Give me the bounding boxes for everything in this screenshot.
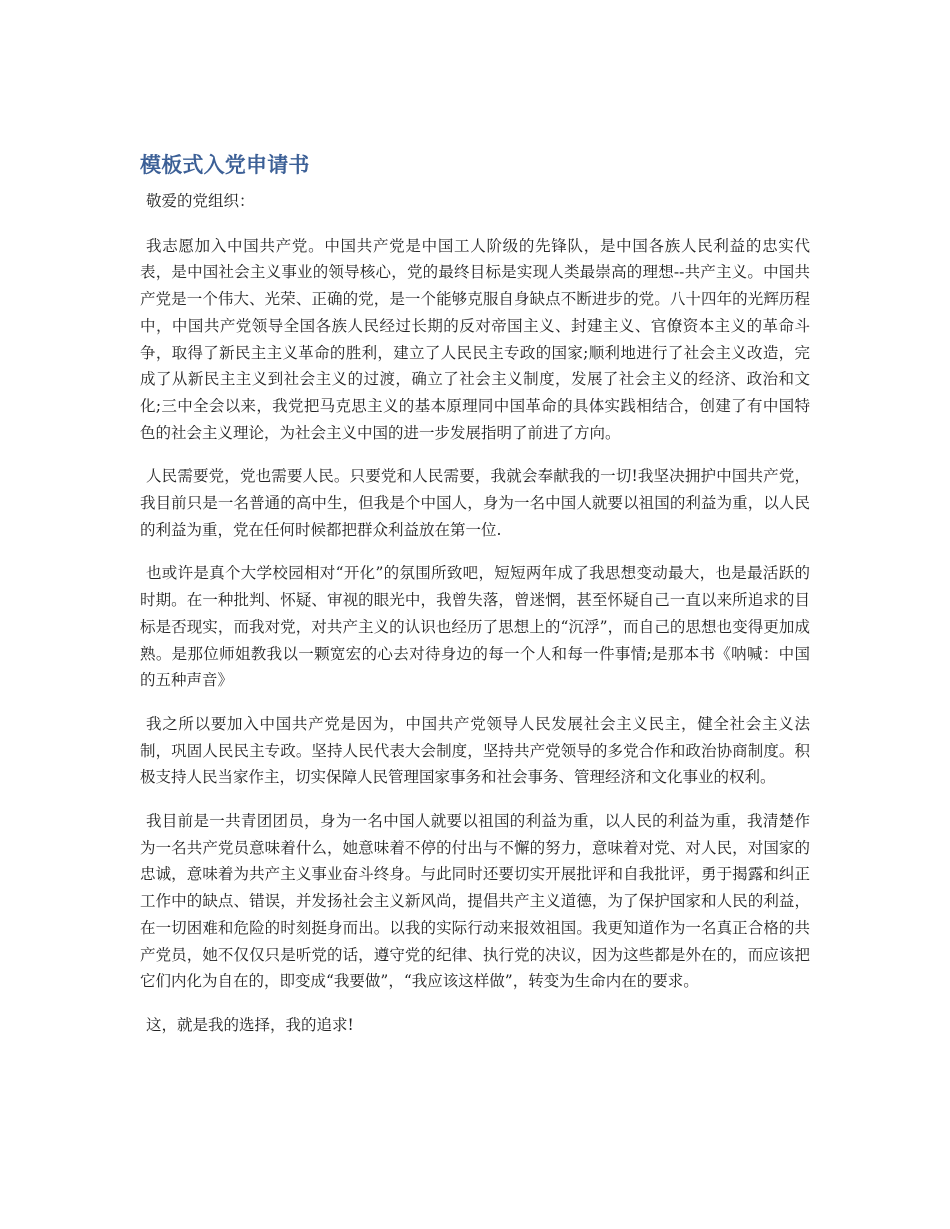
paragraph-closing: 这，就是我的选择，我的追求! [146, 1015, 354, 1034]
salutation: 敬爱的党组织： [146, 192, 255, 210]
paragraph-people-need-party: 人民需要党，党也需要人民。只要党和人民需要，我就会奉献我的一切!我坚决拥护中国共产党，我目前只是一名普通的高中生，但我是个中国人，身为一名中国人就要以祖国的利益为重，以人民的利益为重，党在任何时候都把群众利益放在第一位. [140, 467, 810, 539]
document-title: 模板式入党申请书 [140, 153, 310, 177]
paragraph-campus-thoughts: 也或许是真个大学校园相对“开化”的氛围所致吧，短短两年成了我思想变动最大，也是最活跃的时期。在一种批判、怀疑、审视的眼光中，我曾失落，曾迷惘，甚至怀疑自己一直以来所追求的目标是否现实，而我对党，对共产主义的认识也经历了思想上的“沉浮”，而自己的思想也变得更加成熟。是那位师姐教我以一颗宽宏的心去对待身边的每一个人和每一件事情;是那本书《呐喊：中国的五种声音》 [140, 564, 810, 690]
paragraph-reasons-to-join: 我之所以要加入中国共产党是因为，中国共产党领导人民发展社会主义民主，健全社会主义法制，巩固人民民主专政。坚持人民代表大会制度，坚持共产党领导的多党合作和政治协商制度。积极支持人民当家作主，切实保障人民管理国家事务和社会事务、管理经济和文化事业的权利。 [140, 714, 810, 787]
paragraph-membership-wish: 我志愿加入中国共产党。中国共产党是中国工人阶级的先锋队，是中国各族人民利益的忠实代表，是中国社会主义事业的领导核心，党的最终目标是实现人类最崇高的理想--共产主义。中国共产党是一个伟大、光荣、正确的党，是一个能够克服自身缺点不断进步的党。八十四年的光辉历程中，中国共产党领导全国各族人民经过长期的反对帝国主义、封建主义、官僚资本主义的革命斗争，取得了新民主主义革命的胜利，建立了人民民主专政的国家;顺利地进行了社会主义改造，完成了从新民主主义到社会主义的过渡，确立了社会主义制度，发展了社会主义的经济、政治和文化;三中全会以来，我党把马克思主义的基本原理同中国革命的具体实践相结合，创建了有中国特色的社会主义理论，为社会主义中国的进一步发展指明了前进了方向。 [140, 236, 810, 442]
document-body [140, 148, 810, 1056]
paragraph-league-member: 我目前是一共青团团员，身为一名中国人就要以祖国的利益为重，以人民的利益为重，我清楚作为一名共产党员意味着什么，她意味着不停的付出与不懈的努力，意味着对党、对人民，对国家的忠诚，意味着为共产主义事业奋斗终身。与此同时还要切实开展批评和自我批评，勇于揭露和纠正工作中的缺点、错误，并发扬社会主义新风尚，提倡共产主义道德，为了保护国家和人民的利益，在一切困难和危险的时刻挺身而出。以我的实际行动来报效祖国。我更知道作为一名真正合格的共产党员，她不仅仅只是听党的话，遵守党的纪律、执行党的决议，因为这些都是外在的，而应该把它们内化为自在的，即变成“我要做”，“我应该这样做”，转变为生命内在的要求。 [140, 812, 810, 991]
